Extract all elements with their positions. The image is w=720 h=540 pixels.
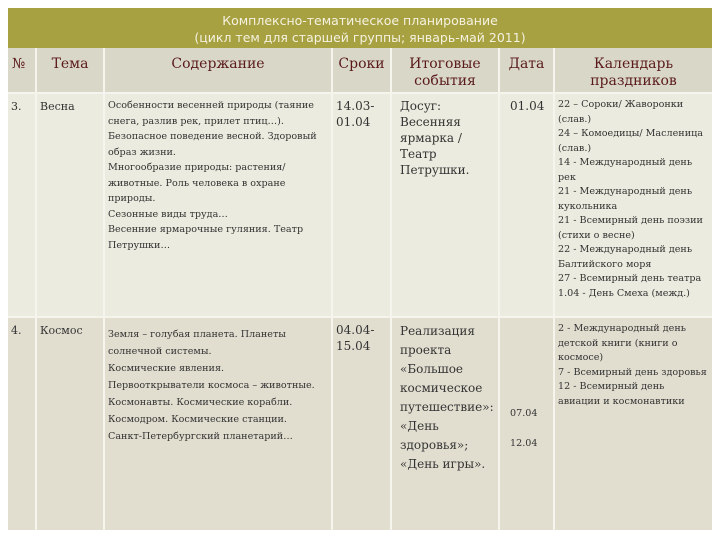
- title-line-1: Комплексно-тематическое планирование: [222, 13, 498, 28]
- date-1: 07.04: [510, 408, 538, 419]
- table-row: [8, 318, 712, 530]
- row-date: 01.04: [500, 94, 555, 316]
- row-topic: Весна: [37, 94, 105, 316]
- header-period: Сроки: [333, 48, 392, 92]
- row-topic: Космос: [37, 318, 105, 530]
- row-holidays: 2 - Международный день детской книги (книги о космосе) 7 - Всемирный день здоровья 12 - Всемирный день авиации и космонавтики: [558, 323, 707, 407]
- header-content: Содержание: [105, 48, 333, 92]
- header-num: №: [8, 48, 37, 92]
- row-period: 04.04- 15.04: [333, 318, 392, 530]
- row-date: [500, 318, 555, 530]
- row-num: 3.: [8, 94, 37, 316]
- date-2: 12.04: [510, 438, 538, 449]
- table-row: [8, 94, 712, 318]
- row-content: Особенности весенней природы (таяние снега, разлив рек, прилет птиц…). Безопасное поведение весной. Здоровый образ жизни. Многообразие природы: растения/животные. Роль человека в охране природы. Сезонные виды труда… Весенние ярмарочные гуляния. Театр Петрушки…: [105, 94, 333, 316]
- planning-table: [8, 8, 712, 530]
- row-period: 14.03- 01.04: [333, 94, 392, 316]
- header-topic: Тема: [37, 48, 105, 92]
- header-date: Дата: [500, 48, 555, 92]
- header-holidays: Календарь праздников: [590, 56, 677, 89]
- row-events: Реализация проекта «Большое космическое путешествие»: «День здоровья»; «День игры».: [392, 318, 500, 530]
- row-events: Досуг: Весенняя ярмарка /Театр Петрушки.: [392, 94, 500, 316]
- row-holidays: 22 – Сороки/ Жаворонки (слав.) 24 – Комоедицы/ Масленица (слав.) 14 - Международный день рек 21 - Международный день кукольника 21 - Всемирный день поэзии (стихи о весне) 22 - Международный день Балтийского моря 27 - Всемирный день театра 1.04 - День Смеха (межд.): [558, 99, 703, 299]
- row-content: Земля – голубая планета. Планеты солнечной системы. Космические явления. Первооткрыватели космоса – животные. Космонавты. Космические корабли. Космодром. Космические станции. Санкт-Петербургский планетарий…: [105, 318, 333, 530]
- row-num: 4.: [8, 318, 37, 530]
- header-row: [8, 48, 712, 94]
- header-events: Итоговые события: [392, 48, 500, 92]
- table-title: [8, 8, 712, 48]
- title-line-2: (цикл тем для старшей группы; январь-май 2011): [194, 30, 526, 45]
